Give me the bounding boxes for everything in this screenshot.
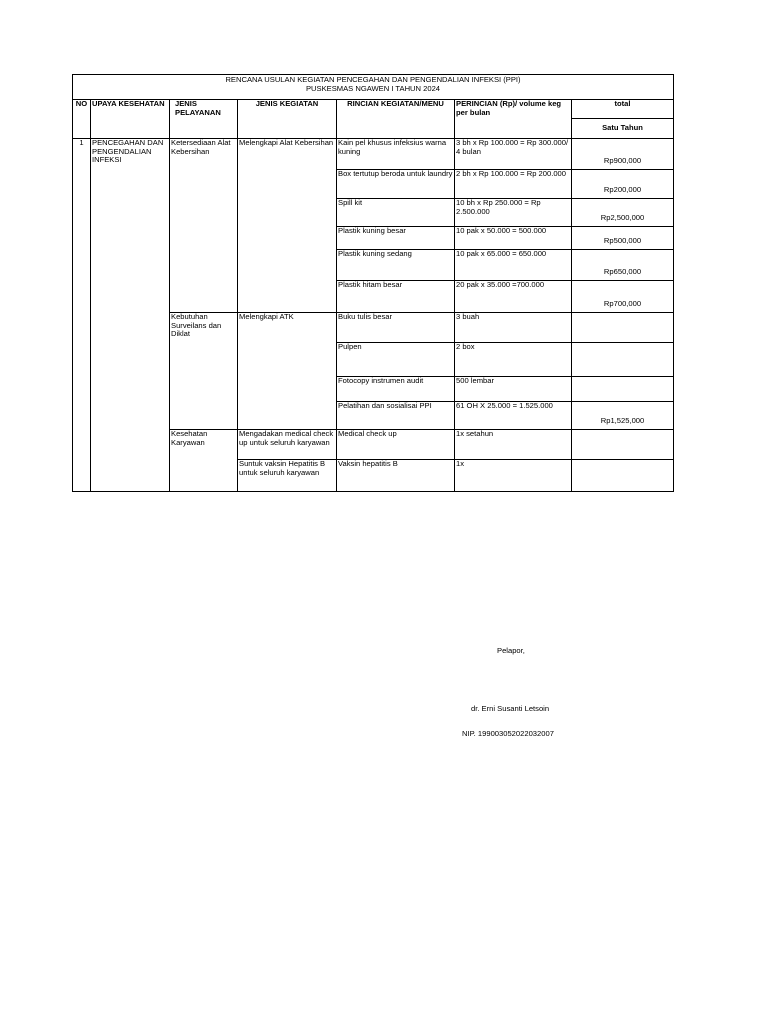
perincian-cell: 3 bh x Rp 100.000 = Rp 300.000/ 4 bulan bbox=[455, 139, 572, 170]
total-cell: Rp1,525,000 bbox=[572, 402, 674, 430]
perincian-cell: 2 bh x Rp 100.000 = Rp 200.000 bbox=[455, 170, 572, 199]
perincian-cell: 61 OH X 25.000 = 1.525.000 bbox=[455, 402, 572, 430]
perincian-cell: 2 box bbox=[455, 343, 572, 377]
rincian-cell: Pelatihan dan sosialisai PPI bbox=[337, 402, 455, 430]
perincian-cell: 500 lembar bbox=[455, 377, 572, 402]
total-cell: Rp700,000 bbox=[572, 281, 674, 313]
total-cell bbox=[572, 460, 674, 492]
perincian-cell: 10 pak x 65.000 = 650.000 bbox=[455, 250, 572, 281]
jenis-kegiatan-3a: Mengadakan medical check up untuk seluruh karyawan bbox=[238, 430, 337, 460]
perincian-cell: 10 bh x Rp 250.000 = Rp 2.500.000 bbox=[455, 199, 572, 227]
upaya-kesehatan-cell bbox=[91, 139, 170, 492]
total-cell bbox=[572, 313, 674, 343]
total-cell: Rp900,000 bbox=[572, 139, 674, 170]
rincian-cell: Plastik kuning besar bbox=[337, 227, 455, 250]
title-line-1: RENCANA USULAN KEGIATAN PENCEGAHAN DAN PENGENDALIAN INFEKSI (PPI) bbox=[225, 75, 521, 84]
signatory-nip: NIP. 199003052022032007 bbox=[462, 729, 554, 738]
title-line-2: PUSKESMAS NGAWEN I TAHUN 2024 bbox=[305, 83, 441, 93]
ppi-plan-table bbox=[72, 74, 674, 492]
rincian-cell: Plastik hitam besar bbox=[337, 281, 455, 313]
header-jenis-kegiatan: JENIS KEGIATAN bbox=[238, 100, 337, 139]
pelapor-label: Pelapor, bbox=[497, 646, 525, 655]
rincian-cell: Vaksin hepatitis B bbox=[337, 460, 455, 492]
total-cell: Rp500,000 bbox=[572, 227, 674, 250]
jenis-kegiatan-3b: Suntuk vaksin Hepatitis B untuk seluruh karyawan bbox=[238, 460, 337, 492]
perincian-cell: 20 pak x 35.000 =700.000 bbox=[455, 281, 572, 313]
total-cell: Rp2,500,000 bbox=[572, 199, 674, 227]
jenis-pelayanan-3: Kesehatan Karyawan bbox=[170, 430, 238, 492]
rincian-cell: Plastik kuning sedang bbox=[337, 250, 455, 281]
perincian-cell: 10 pak x 50.000 = 500.000 bbox=[455, 227, 572, 250]
total-cell bbox=[572, 377, 674, 402]
upaya-kesehatan-text: PENCEGAHAN DAN PENGENDALIAN INFEKSI bbox=[92, 139, 164, 165]
rincian-cell: Fotocopy instrumen audit bbox=[337, 377, 455, 402]
rincian-cell: Kain pel khusus infeksius warna kuning bbox=[337, 139, 455, 170]
header-no: NO bbox=[73, 100, 91, 139]
perincian-cell: 1x bbox=[455, 460, 572, 492]
header-rincian-kegiatan: RINCIAN KEGIATAN/MENU bbox=[337, 100, 455, 139]
header-total: total bbox=[572, 100, 674, 119]
signatory-name: dr. Erni Susanti Letsoin bbox=[471, 704, 550, 713]
row-number: 1 bbox=[73, 139, 91, 492]
header-satu-tahun: Satu Tahun bbox=[572, 119, 674, 139]
jenis-pelayanan-1: Ketersediaan Alat Kebersihan bbox=[170, 139, 238, 313]
rincian-cell: Pulpen bbox=[337, 343, 455, 377]
header-jenis-pelayanan: JENIS PELAYANAN bbox=[170, 100, 238, 139]
rincian-cell: Box tertutup beroda untuk laundry bbox=[337, 170, 455, 199]
rincian-cell: Buku tulis besar bbox=[337, 313, 455, 343]
header-upaya-kesehatan: UPAYA KESEHATAN bbox=[91, 100, 170, 139]
perincian-cell: 3 buah bbox=[455, 313, 572, 343]
total-cell: Rp650,000 bbox=[572, 250, 674, 281]
perincian-cell: 1x setahun bbox=[455, 430, 572, 460]
total-cell bbox=[572, 430, 674, 460]
jenis-kegiatan-1: Melengkapi Alat Kebersihan bbox=[238, 139, 337, 313]
jenis-pelayanan-2: Kebutuhan Surveilans dan Diklat bbox=[170, 313, 238, 430]
rincian-cell: Spill kit bbox=[337, 199, 455, 227]
header-perincian: PERINCIAN (Rp)/ volume keg per bulan bbox=[455, 100, 572, 139]
total-cell bbox=[572, 343, 674, 377]
total-cell: Rp200,000 bbox=[572, 170, 674, 199]
rincian-cell: Medical check up bbox=[337, 430, 455, 460]
jenis-kegiatan-2: Melengkapi ATK bbox=[238, 313, 337, 430]
table-title bbox=[73, 75, 674, 100]
